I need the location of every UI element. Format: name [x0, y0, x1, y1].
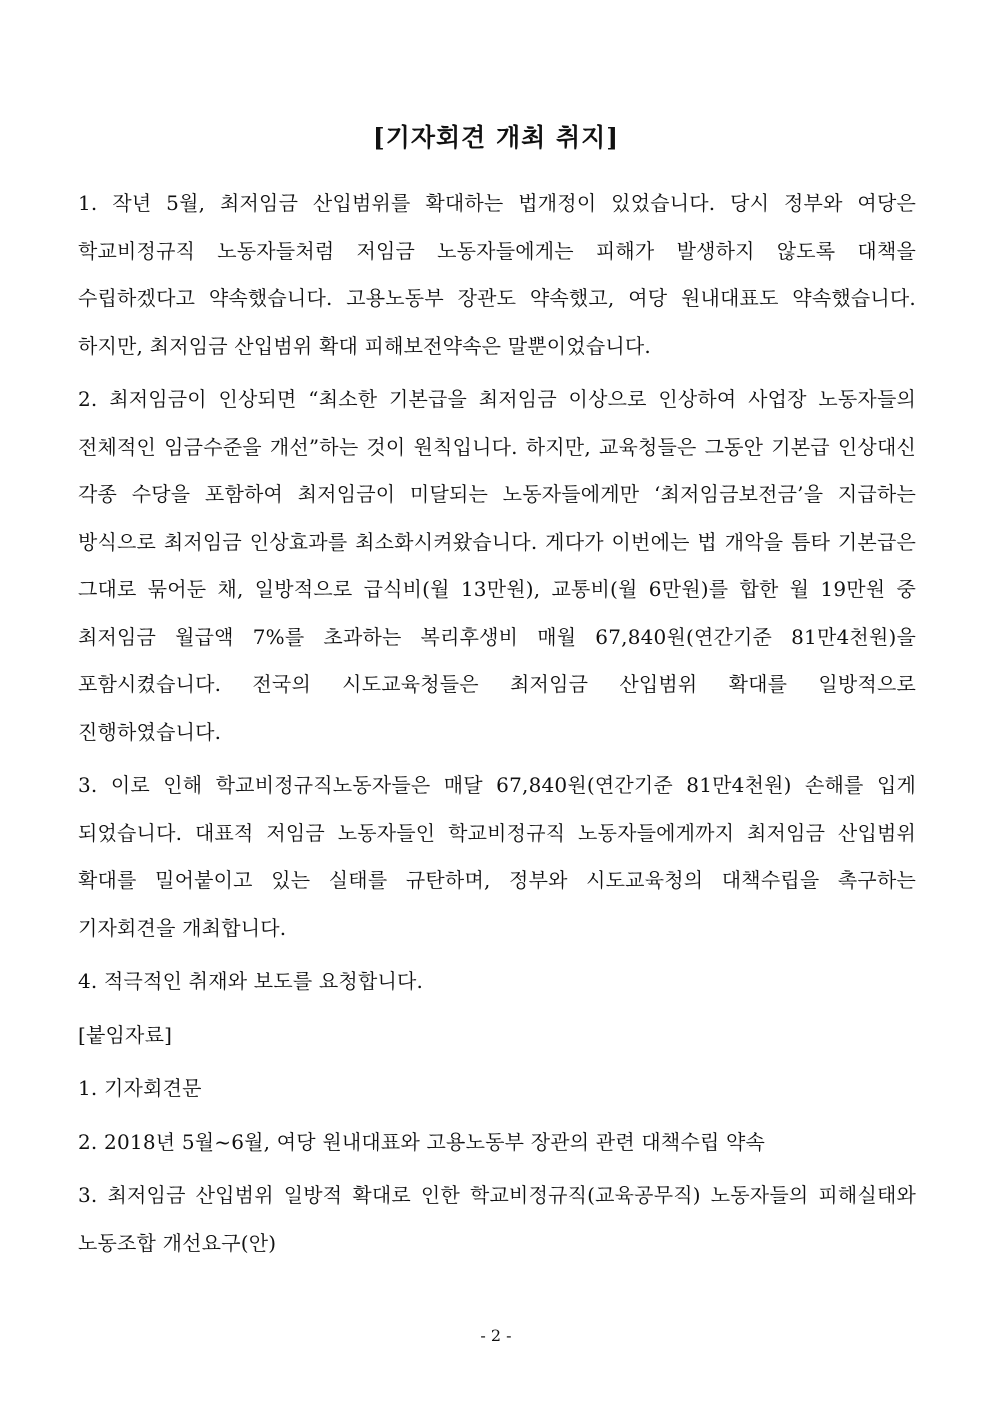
paragraph-2: 2. 최저임금이 인상되면 “최소한 기본급을 최저임금 이상으로 인상하여 사업장 노동자들의 전체적인 임금수준을 개선”하는 것이 원칙입니다. 하지만, 교육청들은 그동안 기본급 인상대신 각종 수당을 포함하여 최저임금이 미달되는 노동자들에게만 ‘최저임금보전금’을 지급하는 방식으로 최저임금 인상효과를 최소화시켜왔습니다. 게다가 이번에는 법 개악을 틈타 기본급은 그대로 묶어둔 채, 일방적으로 급식비(월 13만원), 교통비(월 6만원)를 합한 월 19만원 중 최저임금 월급액 7%를 초과하는 복리후생비 매월 67,840원(연간기준 81만4천원)을 포함시켰습니다. 전국의 시도교육청들은 최저임금 산입범위 확대를 일방적으로 진행하였습니다. [78, 387, 916, 744]
attachment-item-2: 2. 2018년 5월~6월, 여당 원내대표와 고용노동부 장관의 관련 대책수립 약속 [78, 1129, 766, 1154]
attachments-heading: [붙임자료] [78, 1022, 173, 1047]
document-title: [기자회견 개최 취지] [372, 123, 620, 152]
paragraph-4: 4. 적극적인 취재와 보도를 요청합니다. [78, 969, 424, 993]
page-number: - 2 - [480, 1326, 512, 1345]
attachment-item-3: 3. 최저임금 산입범위 일방적 확대로 인한 학교비정규직(교육공무직) 노동자들의 피해실태와 노동조합 개선요구(안) [78, 1183, 916, 1255]
paragraph-1: 1. 작년 5월, 최저임금 산입범위를 확대하는 법개정이 있었습니다. 당시 정부와 여당은 학교비정규직 노동자들처럼 저임금 노동자들에게는 피해가 발생하지 않도록 대책을 수립하겠다고 약속했습니다. 고용노동부 장관도 약속했고, 여당 원내대표도 약속했습니다. 하지만, 최저임금 산입범위 확대 피해보전약속은 말뿐이었습니다. [78, 191, 916, 358]
paragraph-3: 3. 이로 인해 학교비정규직노동자들은 매달 67,840원(연간기준 81만4천원) 손해를 입게 되었습니다. 대표적 저임금 노동자들인 학교비정규직 노동자들에게까지 최저임금 산입범위 확대를 밀어붙이고 있는 실태를 규탄하며, 정부와 시도교육청의 대책수립을 촉구하는 기자회견을 개최합니다. [78, 773, 916, 940]
attachment-item-1: 1. 기자회견문 [78, 1076, 202, 1100]
document-body [78, 180, 916, 1273]
